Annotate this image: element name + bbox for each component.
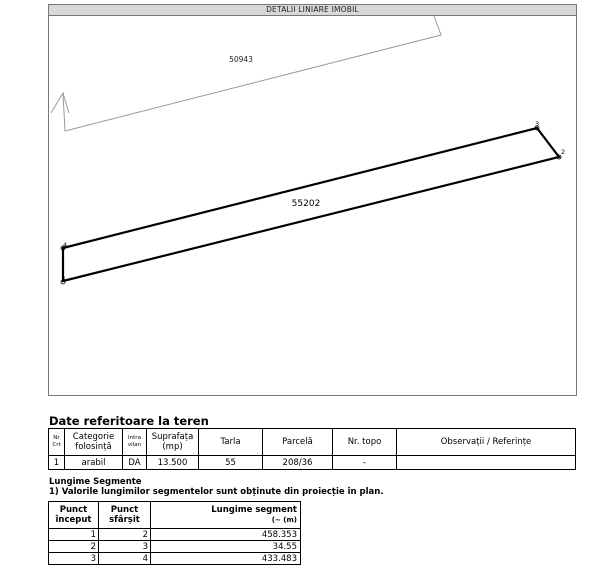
cell-length: 458.353 — [151, 529, 301, 541]
cell-observatii — [397, 456, 576, 470]
parcel-map — [49, 5, 578, 397]
table-row — [49, 541, 301, 553]
table-row — [49, 456, 576, 470]
col-suprafata: Suprafața (mp) — [147, 429, 199, 456]
cell-start: 2 — [49, 541, 99, 553]
cell-categorie: arabil — [65, 456, 123, 470]
segments-title: Lungime Segmente — [49, 477, 142, 487]
cell-start: 1 — [49, 529, 99, 541]
vertex-1-label: 1 — [62, 275, 67, 283]
cell-nr-crt: 1 — [49, 456, 65, 470]
cell-start: 3 — [49, 553, 99, 565]
cell-suprafata: 13.500 — [147, 456, 199, 470]
segments-header-row — [49, 502, 301, 529]
col-lungime-unit: (~ (m) — [271, 516, 297, 524]
vertex-3-label: 3 — [535, 120, 540, 128]
col-nr-crt: Nr Crt — [49, 429, 65, 456]
cell-end: 2 — [99, 529, 151, 541]
cell-tarla: 55 — [199, 456, 263, 470]
cell-nr-topo: - — [333, 456, 397, 470]
land-section-title: Date referitoare la teren — [49, 414, 209, 428]
segments-table — [48, 501, 301, 565]
col-tarla: Tarla — [199, 429, 263, 456]
cell-parcela: 208/36 — [263, 456, 333, 470]
land-table-header-row — [49, 429, 576, 456]
col-categorie: Categorie folosință — [65, 429, 123, 456]
col-observatii: Observații / Referințe — [397, 429, 576, 456]
cell-end: 4 — [99, 553, 151, 565]
land-table — [48, 428, 576, 470]
cell-length: 34.55 — [151, 541, 301, 553]
col-parcela: Parcelă — [263, 429, 333, 456]
col-lungime-segment — [151, 502, 301, 529]
col-punct-sfarsit: Punct sfârșit — [99, 502, 151, 529]
map-frame — [48, 4, 577, 396]
cell-length: 433.483 — [151, 553, 301, 565]
col-nr-topo: Nr. topo — [333, 429, 397, 456]
segments-subtitle: 1) Valorile lungimilor segmentelor sunt obținute din proiecție în plan. — [49, 487, 384, 497]
main-parcel-label: 55202 — [291, 199, 321, 209]
vertex-4-label: 4 — [63, 241, 68, 249]
neighbor-parcel-label: 50943 — [229, 55, 253, 64]
neighbor-parcel-inner-line — [51, 93, 69, 113]
map-header: DETALII LINIARE IMOBIL — [49, 5, 576, 16]
segments-section — [49, 477, 384, 497]
cell-end: 3 — [99, 541, 151, 553]
col-punct-inceput: Punct început — [49, 502, 99, 529]
cell-intravilan: DA — [123, 456, 147, 470]
vertex-2-label: 2 — [561, 148, 566, 156]
col-lungime-label: Lungime segment — [211, 505, 297, 515]
table-row — [49, 553, 301, 565]
col-intravilan: Intra vilan — [123, 429, 147, 456]
table-row — [49, 529, 301, 541]
neighbor-parcel-outline — [63, 16, 441, 131]
